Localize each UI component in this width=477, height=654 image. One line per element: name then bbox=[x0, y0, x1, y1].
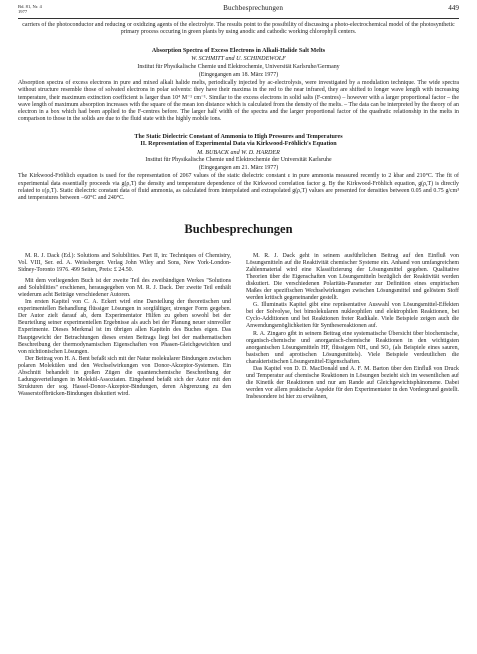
abstract1-date: (Eingegangen am 18. März 1977) bbox=[198, 72, 279, 78]
abstract2-institute: Institut für Physikalische Chemie und Elektrochemie der Universität Karlsruhe bbox=[145, 156, 332, 163]
header-rule bbox=[18, 18, 459, 19]
left-paragraph: Im ersten Kapitel von C. A. Eckert wird eine Darstellung der theoretischen und experimentellen Behandlung flüssiger Lösungen in sorgfältiger, strenger Form gegeben. Der Autor zielt darauf ab, dem Experimentator Hilfen zu geben sowohl bei der Beurteilung seiner experimentellen Ergebnisse als auch bei der Planung neuer sinnvoller Experimente. Dieses Merkmal ist im übrigen allen Kapiteln des Buches eigen. Das Hauptgewicht der Betrachtungen dieses ersten Beitrags liegt bei der mathematischen Beschreibung der thermodynamischen Eigenschaften von Phasen-Gleichgewichten und von nichtionischen Lösungen. bbox=[18, 299, 231, 355]
right-paragraph: R. A. Zingaro gibt in seinem Beitrag eine systematische Übersicht über biochemische, organisch-chemische und anorganisch-chemische Reaktionen in den wichtigsten anorganischen Lösungsmitteln HF, flüssigem NH₃ und SO₂ (als Beispiele eines sauren, basischen und aprotischen Lösungsmittels). Viele Beispiele verdeutlichen die charakteristischen Lösungsmittel-Eigenschaften. bbox=[246, 330, 459, 365]
page-header bbox=[18, 4, 459, 18]
abstract1-title: Absorption Spectra of Excess Electrons in Alkali-Halide Salt Melts bbox=[151, 48, 326, 55]
journal-year: 1977 bbox=[18, 9, 28, 14]
left-paragraph: M. R. J. Dack (Ed.): Solutions and Solubilities. Part II, in: Techniques of Chemistry, Vol. VIII, Ser. ed. A. Weissberger. Verlag John Wiley and Sons, New York-London-Sidney-Toronto 1976. 499 Seiten, Preis: £ 24.50. bbox=[18, 252, 231, 274]
abstract2-title-line1: The Static Dielectric Constant of Ammonia to High Pressures and Temperatures bbox=[134, 134, 343, 141]
right-paragraph: G. Illuminatis Kapitel gibt eine repräsentative Auswahl von Lösungsmittel-Effekten bei der Solvolyse, bei bimolekularen nukleophilen und elektrophilen Reaktionen, bei Cyclo-Additionen und bei Reaktionen freier Radikale. Viele Beispiele zeigen auch die Anwendungsmöglichkeiten für Synthesereaktionen auf. bbox=[246, 302, 459, 330]
abstract1-authors: W. SCHMITT and U. SCHINDEWOLF bbox=[191, 56, 286, 63]
abstract2-title-line2: II. Representation of Experimental Data via Kirkwood-Fröhlich's Equation bbox=[140, 141, 337, 148]
right-paragraph: Das Kapitel von D. D. MacDonald und A. F. M. Barton über den Einfluß von Druck und Temperatur auf chemische Reaktionen in Lösungen bezieht sich im wesentlichen auf die Kinetik der Reaktionen und nur am Rande auf Gleichgewichtsphänomene. Dabei werden vor allem praktische Aspekte für den Experimentator in den Vordergrund gestellt. Insbesondere ist hier zu erwähnen, bbox=[246, 365, 459, 400]
abstract2-authors: M. BUBACK and W. D. HARDER bbox=[197, 149, 280, 156]
left-paragraph: Der Beitrag von H. A. Bent befaßt sich mit der Natur molekularer Bindungen zwischen polaren Molekülen und den Wechselwirkungen von Donor-Akzeptor-Systemen. Ein Abschnitt behandelt in großen Zügen die quantenchemische Beschreibung der Ladungsverteilungen in Molekül-Assoziaten. Eingehend befaßt sich der Autor mit den Strukturen der sog. Hassel-Donor-Akzeptor-Bindungen, deren Abgrenzung zu den Wasserstoffbrücken-Bindungen diskutiert wird. bbox=[18, 355, 231, 397]
right-paragraph: M. R. J. Dack geht in seinem ausführlichen Beitrag auf den Einfluß von Lösungsmitteln auf die Reaktivität chemischer Systeme ein. Anhand von umfangreichem Zahlenmaterial wird eine Klassifizierung der Lösungsmittel gegeben. Qualitative Theorien über die Eigenschaften von Lösungsmitteln bezüglich der Reaktivität werden diskutiert. Die verschiedenen Polaritäts-Parameter zur Definition eines empirischen Maßes der spezifischen Wechselwirkungen zwischen Lösungsmittel und gelöstem Stoff werden kritisch gegeneinander gestellt. bbox=[246, 252, 459, 302]
intro-paragraph: carriers of the photoconductor and reducing or oxidizing agents of the electrolyte. The results point to the possibility of discussing a photo-electrochemical model of the photosynthetic primary process occuring in green plants by using anodic and cathodic working chlorophyll centers. bbox=[22, 22, 455, 36]
section-heading: Buchbesprechungen bbox=[184, 221, 293, 236]
abstract2-text: The Kirkwood-Fröhlich equation is used for the representation of 2067 values of the static dielectric constant ε in pure ammonia measured recently to 2 kbar and 210°C. The fit of experimental data essentially proceeds via g(ρ,T) the density and temperature dependence of the Kirkwood correlation factor g. By the Kirkwood-Fröhlich equation, g(ρ,T) is directly related to ε(ρ,T). Static dielectric constant data of fluid ammonia, as calculated from interpolated and extrapolated g(ρ,T) values are presented for densities between 0.05 and 0.75 g/cm³ and temperatures between −60°C and 240°C. bbox=[18, 173, 459, 201]
review-columns bbox=[18, 253, 459, 401]
left-column bbox=[18, 253, 231, 401]
abstract1-institute: Institut für Physikalische Chemie und Elektrochemie, Universität Karlsruhe/Germany bbox=[137, 63, 340, 70]
page-number: 449 bbox=[448, 4, 459, 12]
journal-volume: Bd. 81, Nr. 4 bbox=[18, 4, 42, 9]
running-title: Buchbesprechungen bbox=[223, 4, 284, 12]
abstract2-date: (Eingegangen am 21. März 1977) bbox=[198, 165, 279, 172]
right-column bbox=[246, 253, 459, 401]
abstract1-text: Absorption spectra of excess electrons in pure and mixed alkali halide melts, periodically injected by ac-electrolysis, were investigated by a modulation technique. The wide spectra without structure resemble those of solvated electrons in polar solvents: they have their maxima in the red to the near infrared, they are shifted to longer wave length with increasing temperature, their maximum extinction coefficient is larger than 10⁴ M⁻¹ cm⁻¹. Similar to the excess electrons in solid salts (F-centres) – however with a larger proportional factor – the wave length of maximum absorption increases with the square of the mean ion distance which is calculated from the density of the melts. – The data can be interpreted by the theory of an electron in a box which had been applied to the F-centres before. The larger half width of the spectra and the larger proportional factor of the quadratic relationship in the melts in comparison to those in the solids are due to the fluid state with the highly mobile ions. bbox=[18, 80, 459, 122]
left-paragraph: Mit dem vorliegenden Buch ist der zweite Teil des zweibändigen Werkes "Solutions and Solubilities" erschienen, herausgegeben von M. R. J. Dack. Der zweite Teil enthält wiederum acht Beiträge verschiedener Autoren. bbox=[18, 278, 231, 299]
journal-volume-info bbox=[18, 4, 58, 14]
